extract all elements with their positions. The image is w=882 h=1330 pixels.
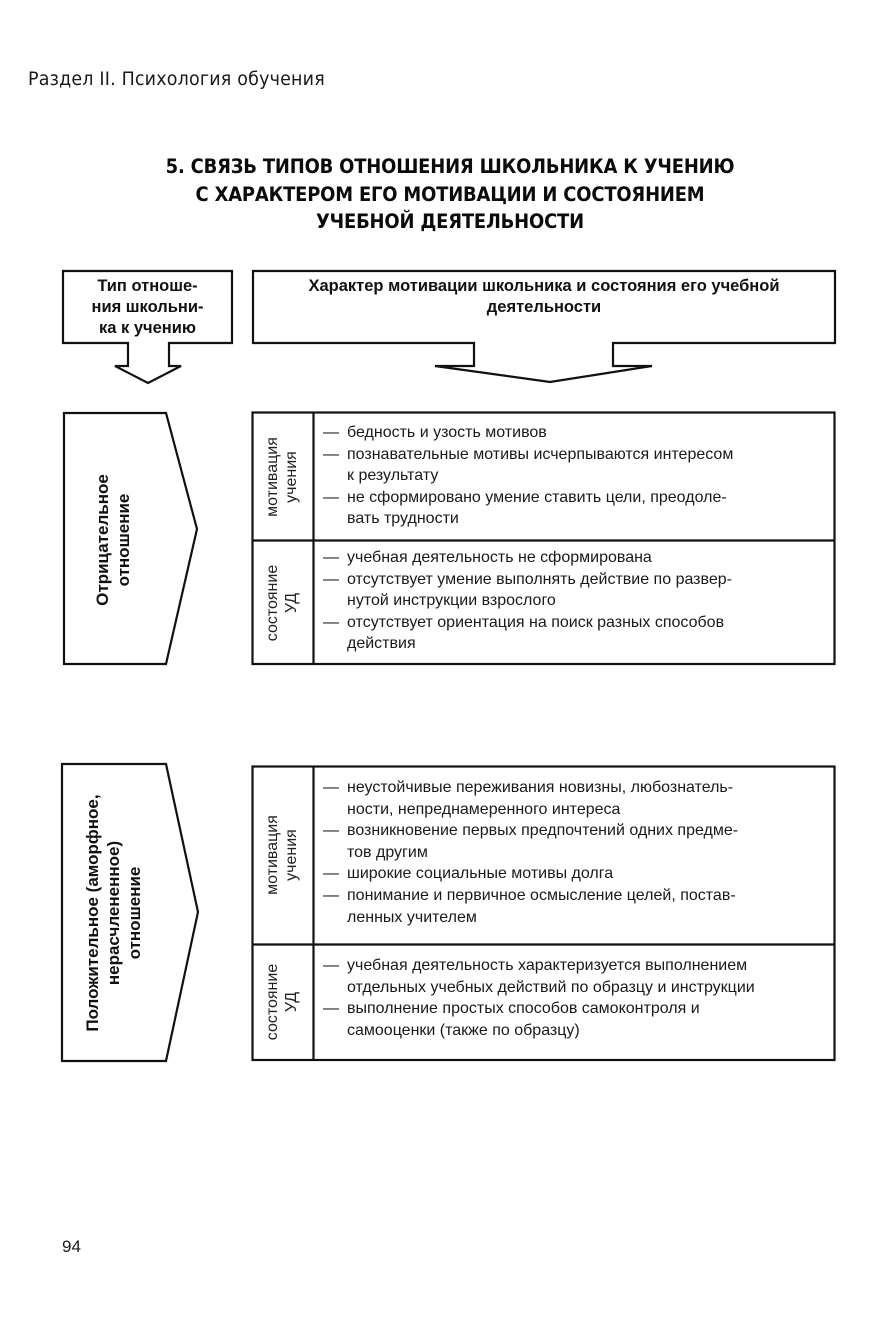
list-item-line: отсутствует умение выполнять действие по развер- — [347, 570, 732, 588]
header-right-line: Характер мотивации школьника и состояния его учебной — [308, 277, 780, 295]
dash-bullet-icon: — — [323, 570, 339, 588]
dash-bullet-icon: — — [323, 957, 339, 974]
chevron-label-line: отношение — [125, 866, 144, 960]
header-left-line: Тип отноше- — [97, 277, 198, 295]
chevron-positive-label — [82, 763, 148, 1063]
list-item-line: к результату — [347, 467, 439, 485]
title-line-3: УЧЕБНОЙ ДЕЯТЕЛЬНОСТИ — [316, 210, 584, 233]
list-item — [323, 820, 828, 863]
list-item-line: действия — [347, 635, 416, 653]
row-label-line: мотивация — [264, 437, 281, 517]
cell-positive-motivation — [323, 777, 828, 928]
list-item — [323, 998, 833, 1041]
dash-bullet-icon: — — [323, 488, 339, 506]
row-label-motivation — [263, 417, 303, 537]
row-label-line: учения — [283, 451, 300, 503]
list-item — [323, 863, 828, 885]
list-item-line: вать трудности — [347, 510, 459, 528]
dash-bullet-icon: — — [323, 1000, 339, 1018]
list-item — [323, 777, 828, 820]
row-label-activity-state — [263, 942, 303, 1062]
list-item-line: понимание и первичное осмысление целей, постав- — [347, 886, 736, 904]
chevron-label-line: Отрицательное — [93, 474, 112, 606]
title-line-1: 5. СВЯЗЬ ТИПОВ ОТНОШЕНИЯ ШКОЛЬНИКА К УЧЕНИЮ — [165, 155, 735, 178]
list-item-line: выполнение простых способов самоконтроля и — [347, 1000, 700, 1018]
dash-bullet-icon: — — [323, 613, 339, 631]
cell-positive-activity-state — [323, 955, 833, 1041]
dash-bullet-icon: — — [323, 424, 339, 441]
list-item-line: тов другим — [347, 843, 428, 861]
row-label-activity-state — [263, 543, 303, 663]
list-item — [323, 569, 828, 612]
dash-bullet-icon: — — [323, 886, 339, 904]
list-item-line: познавательные мотивы исчерпываются интересом — [347, 445, 734, 463]
list-item-line: ленных учителем — [347, 908, 477, 926]
dash-bullet-icon: — — [323, 549, 339, 566]
title-line-2: С ХАРАКТЕРОМ ЕГО МОТИВАЦИИ И СОСТОЯНИЕМ — [195, 182, 705, 206]
header-right-line: деятельности — [486, 298, 602, 316]
list-item-line: возникновение первых предпочтений одних предме- — [347, 822, 739, 840]
row-label-line: УД — [283, 592, 300, 614]
list-item-line: неустойчивые переживания новизны, любознатель- — [347, 779, 734, 796]
list-item-line: отдельных учебных действий по образцу и инструкции — [347, 978, 755, 996]
row-label-line: состояние — [264, 963, 281, 1041]
row-label-line: состояние — [264, 564, 281, 642]
chevron-label-line: Положительное (аморфное, — [83, 794, 102, 1032]
dash-bullet-icon: — — [323, 445, 339, 463]
dash-bullet-icon: — — [323, 865, 339, 883]
row-label-motivation — [263, 795, 303, 915]
list-item-line: бедность и узость мотивов — [347, 424, 547, 441]
header-left-line: ния школьни- — [91, 298, 204, 316]
list-item-line: ности, непреднамеренного интереса — [347, 800, 621, 818]
list-item — [323, 955, 833, 998]
list-item — [323, 487, 828, 530]
list-item — [323, 612, 828, 655]
list-item-line: учебная деятельность характеризуется выполнением — [347, 957, 748, 974]
header-left-line: ка к учению — [99, 319, 196, 337]
list-item-line: широкие социальные мотивы долга — [347, 865, 614, 883]
dash-bullet-icon: — — [323, 822, 339, 840]
list-item — [323, 885, 828, 928]
list-item-line: самооценки (также по образцу) — [347, 1021, 580, 1039]
list-item — [323, 547, 828, 569]
dash-bullet-icon: — — [323, 779, 339, 796]
list-item — [323, 422, 828, 444]
list-item-line: нутой инструкции взрослого — [347, 592, 556, 610]
row-label-line: учения — [283, 829, 300, 881]
running-head: Раздел II. Психология обучения — [28, 68, 325, 90]
list-item-line: не сформировано умение ставить цели, преодоле- — [347, 488, 727, 506]
row-label-line: мотивация — [264, 815, 281, 895]
cell-negative-activity-state — [323, 547, 828, 655]
cell-negative-motivation — [323, 422, 828, 530]
chevron-label-line: отношение — [114, 493, 133, 587]
chevron-label-line: нерасчлененное) — [104, 840, 123, 986]
chevron-negative-label — [92, 425, 138, 655]
list-item-line: учебная деятельность не сформирована — [347, 549, 652, 566]
header-type-of-attitude — [66, 276, 229, 339]
list-item — [323, 444, 828, 487]
row-label-line: УД — [283, 991, 300, 1013]
page-number: 94 — [62, 1237, 81, 1256]
header-motivation-character — [256, 276, 832, 318]
list-item-line: отсутствует ориентация на поиск разных способов — [347, 613, 725, 631]
